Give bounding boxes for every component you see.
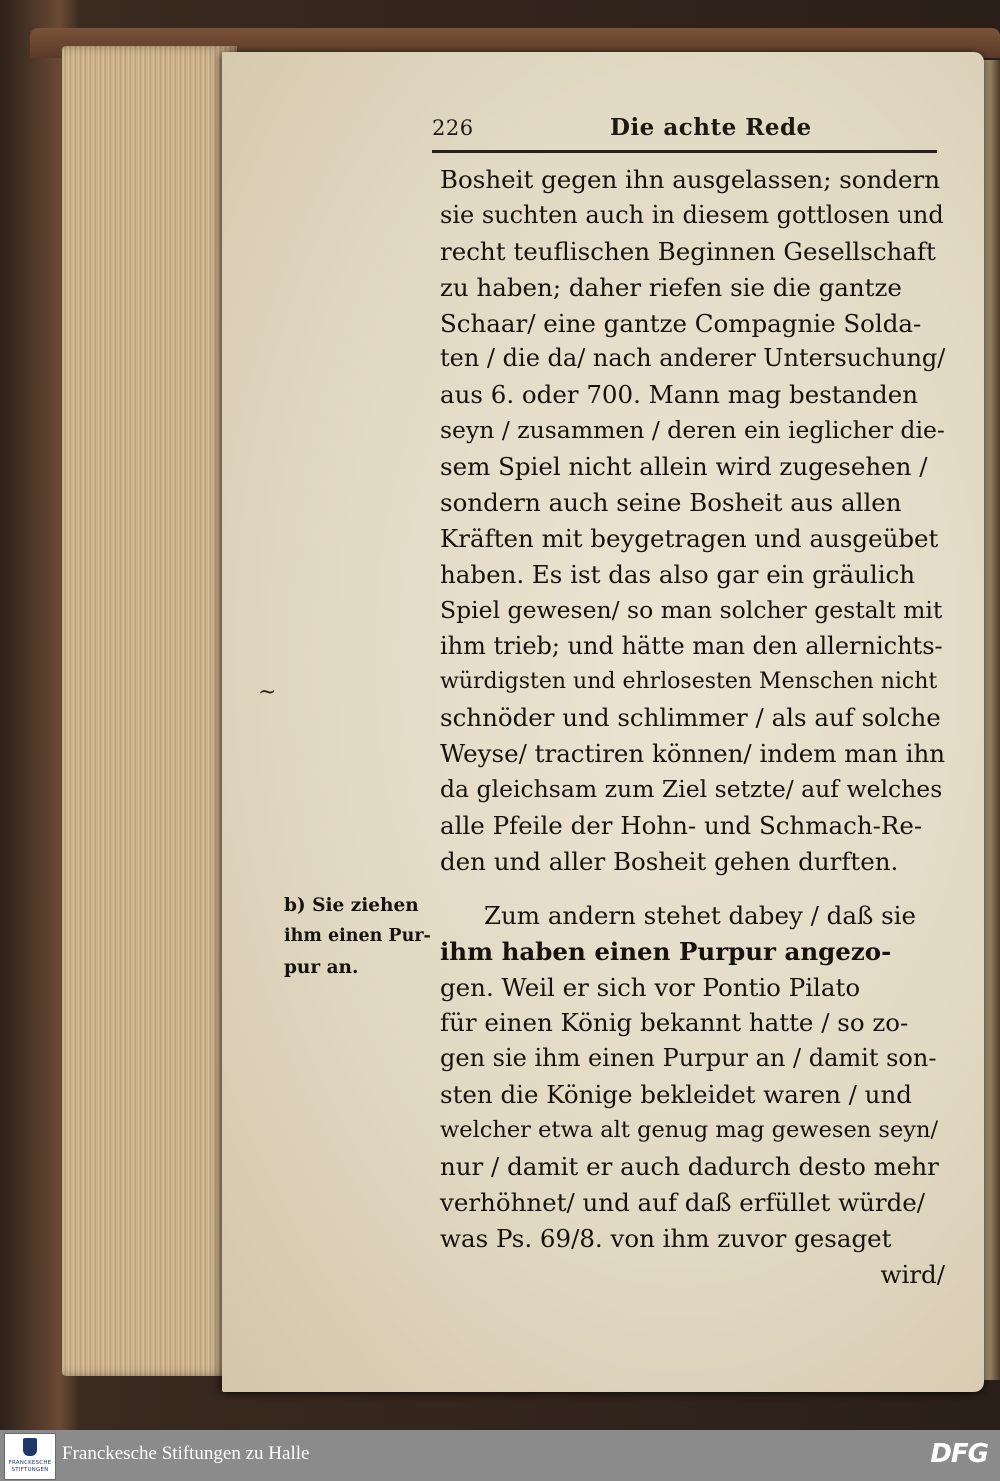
- text-line: gen. Weil er sich vor Pontio Pilato: [440, 972, 861, 1002]
- text-line: Weyse/ tractiren können/ indem man ihn: [440, 739, 946, 769]
- text-line: haben. Es ist das also gar ein gräulich: [440, 559, 916, 589]
- text-line: für einen König bekannt hatte / so zo-: [440, 1008, 909, 1038]
- page-number: 226: [432, 116, 474, 140]
- text-line: gen sie ihm einen Purpur an / damit son-: [440, 1044, 937, 1073]
- text-line: welcher etwa alt genug mag gewesen seyn/: [440, 1117, 939, 1144]
- header-rule: [432, 150, 937, 153]
- dfg-logo[interactable]: DFG: [930, 1439, 988, 1469]
- franckesche-emblem-icon: [23, 1438, 37, 1456]
- text-line: sie suchten auch in diesem gottlosen und: [440, 200, 944, 229]
- text-line: ihm haben einen Purpur angezo-: [440, 936, 892, 966]
- text-line: sondern auch seine Bosheit aus allen: [440, 488, 902, 518]
- margin-note-line: b) Sie ziehen: [284, 895, 419, 916]
- text-line: sem Spiel nicht allein wird zugesehen /: [440, 452, 928, 482]
- margin-note-line: ihm einen Pur-: [284, 926, 431, 946]
- text-line: nur / damit er auch dadurch desto mehr: [440, 1152, 939, 1182]
- text-line: Zum andern stehet dabey / daß sie: [484, 900, 916, 930]
- text-line: Bosheit gegen ihn ausgelassen; sondern: [440, 165, 941, 194]
- running-head: [432, 112, 942, 152]
- text-line: verhöhnet/ und auf daß erfüllet würde/: [440, 1187, 925, 1217]
- text-line: recht teuflischen Beginnen Gesellschaft: [440, 236, 936, 266]
- text-line: was Ps. 69/8. von ihm zuvor gesaget: [440, 1223, 892, 1253]
- running-title: Die achte Rede: [610, 114, 812, 141]
- text-line: würdigsten und ehrlosesten Menschen nicht: [440, 669, 938, 695]
- text-line: seyn / zusammen / deren ein ieglicher die-: [440, 416, 945, 445]
- text-line: Schaar/ eine gantze Compagnie Solda-: [440, 308, 922, 338]
- logo-text: FRANCKESCHE STIFTUNGEN: [8, 1460, 52, 1473]
- catchword: wird/: [880, 1259, 945, 1289]
- margin-note: [284, 890, 434, 983]
- margin-note-line: pur an.: [284, 957, 359, 978]
- text-line: sten die Könige bekleidet waren / und: [440, 1080, 912, 1110]
- text-line: ihm trieb; und hätte man den allernichts-: [440, 631, 943, 660]
- margin-mark-icon: ~: [258, 680, 277, 705]
- text-line: alle Pfeile der Hohn- und Schmach-Re-: [440, 811, 923, 841]
- footer-title[interactable]: Franckesche Stiftungen zu Halle: [62, 1443, 310, 1464]
- text-line: zu haben; daher riefen sie die gantze: [440, 272, 902, 302]
- text-line: Spiel gewesen/ so man solcher gestalt mit: [440, 595, 943, 624]
- body-text: [440, 162, 945, 1293]
- page-stack-edge: [62, 46, 237, 1376]
- text-line: den und aller Bosheit gehen durften.: [440, 846, 899, 876]
- text-line: aus 6. oder 700. Mann mag bestanden: [440, 380, 918, 410]
- viewer-footer: [0, 1430, 1000, 1481]
- text-line: schnöder und schlimmer / als auf solche: [440, 703, 941, 733]
- text-line: da gleichsam zum Ziel setzte/ auf welches: [440, 775, 943, 804]
- franckesche-logo[interactable]: [4, 1433, 56, 1480]
- text-line: ten / die da/ nach anderer Untersuchung/: [440, 344, 946, 373]
- text-line: Kräften mit beygetragen und ausgeübet: [440, 523, 939, 553]
